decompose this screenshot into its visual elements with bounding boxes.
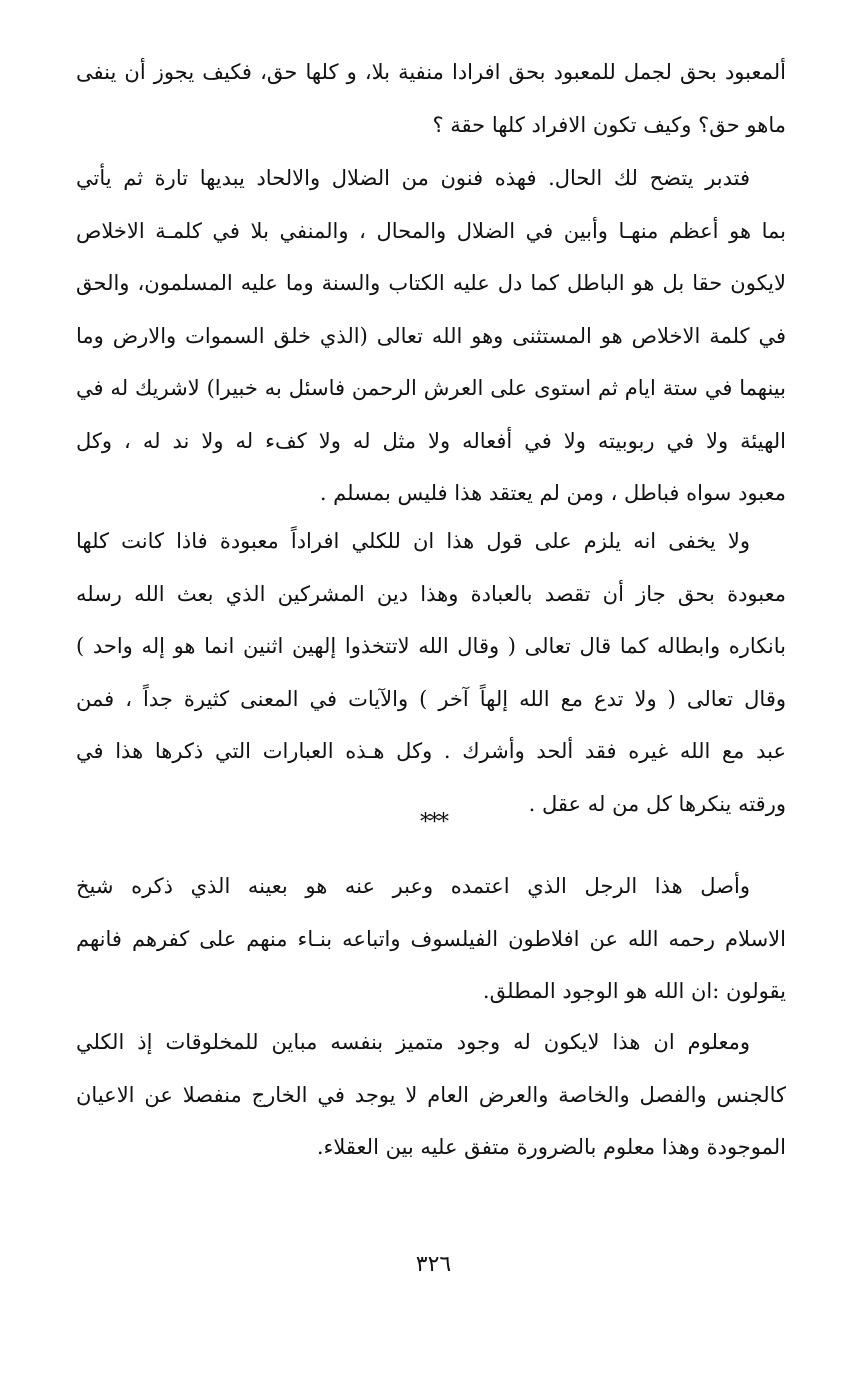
text-line: ولا يخفى انه يلزم على قول هذا ان للكلي افراداً معبودة فاذا كانت كلها [76,529,750,553]
text-line: وقال تعالى ( ولا تدع مع الله إلهاً آخر ) والآيات في المعنى كثيرة جداً ، فمن [76,686,786,711]
page-number: ٣٢٦ [415,1252,452,1277]
section-separator: *** [420,810,447,835]
text-line: بما هو أعظم منهـا وأبين في الضلال والمحال ، والمنفي بلا في كلمـة الاخلاص [76,218,786,243]
text-line: بانكاره وابطاله كما قال تعالى ( وقال الله لاتتخذوا إلهين اثنين انما هو إله واحد ) [76,634,786,658]
paragraph-argument [76,515,786,830]
text-line: معبود سواه فباطل ، ومن لم يعتقد هذا فليس بمسلم . [319,481,786,505]
text-line: فتدبر يتضح لك الحال. فهذه فنون من الضلال والالحاد يبديها تارة ثم يأتي [76,166,750,190]
text-line: ورقته ينكرها كل من له عقل . [528,791,786,816]
text-line: الموجودة وهذا معلوم بالضرورة متفق عليه بين العقلاء. [316,1135,786,1159]
paragraph-continuation [76,46,786,151]
text-line: ومعلوم ان هذا لايكون له وجود متميز بنفسه مباين للمخلوقات إذ الكلي [76,1030,750,1054]
paragraph-conclusion [76,1016,786,1174]
text-line: الهيئة ولا في ربوبيته ولا في أفعاله ولا مثل له ولا كفء له ولا ند له ، وكل [76,428,786,453]
paragraph-reflection [76,152,786,520]
text-line: كالجنس والفصل والخاصة والعرض العام لا يوجد في الخارج منفصلا عن الاعيان [76,1082,786,1107]
text-line: ألمعبود بحق لجمل للمعبود بحق افرادا منفية بلا، و كلها حق، فكيف يجوز أن ينفى [76,60,786,84]
text-line: ماهو حق؟ وكيف تكون الافراد كلها حقة ؟ [432,112,786,137]
text-line: الاسلام رحمه الله عن افلاطون الفيلسوف واتباعه بنـاء منهم على كفرهم فانهم [76,926,786,951]
text-line: لايكون حقا بل هو الباطل كما دل عليه الكتاب والسنة وما عليه المسلمون، والحق [76,271,786,295]
text-line: معبودة بحق جاز أن تقصد بالعبادة وهذا دين المشركين الذي بعث الله رسله [76,581,786,606]
text-line: بينهما في ستة ايام ثم استوى على العرش الرحمن فاسئل به خبيرا) لاشريك له في [76,376,786,400]
text-line: عبد مع الله غيره فقد ألحد وأشرك . وكل هـذه العبارات التي ذكرها هذا في [76,739,786,763]
text-line: يقولون :ان الله هو الوجود المطلق. [482,979,786,1003]
text-line: في كلمة الاخلاص هو المستثنى وهو الله تعالى (الذي خلق السموات والارض وما [76,323,786,348]
text-line: وأصل هذا الرجل الذي اعتمده وعبر عنه هو بعينه الذي ذكره شيخ [76,874,750,898]
paragraph-origin [76,860,786,1018]
